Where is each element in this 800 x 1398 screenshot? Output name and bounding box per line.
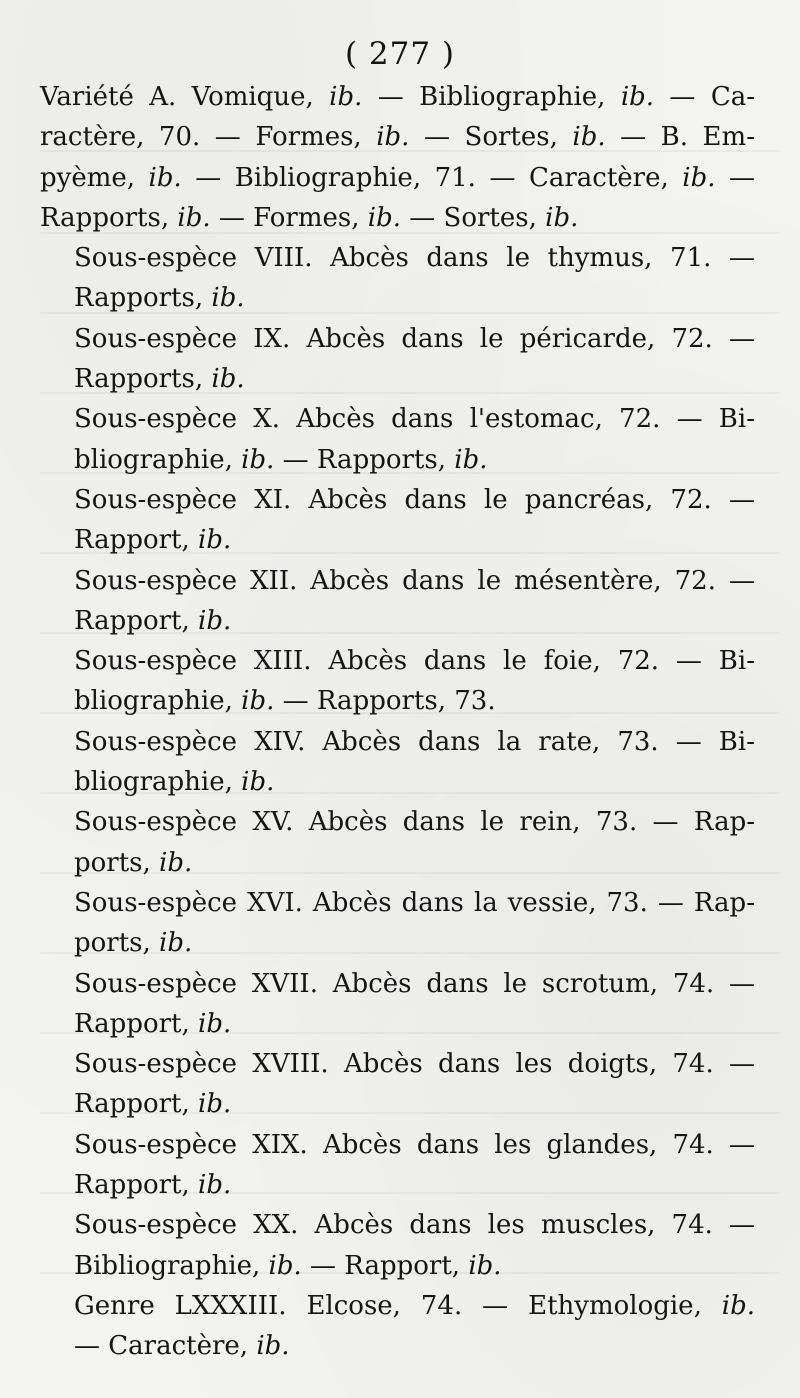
ibidem-abbrev: ib. — [682, 162, 716, 193]
index-entry — [40, 883, 755, 964]
entry-line: Rapport, ib. — [74, 525, 232, 556]
index-entry — [40, 722, 755, 803]
entry-line: Sous-espèce X. Abcès dans l'estomac, 72. — Bi- — [74, 404, 755, 435]
entry-line: Rapport, ib. — [74, 1008, 232, 1039]
entry-line: Sous-espèce XI. Abcès dans le pancréas, 72. — — [74, 484, 755, 515]
ibidem-abbrev: ib. — [241, 444, 275, 475]
ibidem-abbrev: ib. — [177, 202, 211, 233]
index-entry — [40, 1286, 755, 1367]
ibidem-abbrev: ib. — [211, 283, 245, 314]
entry-line: Sous-espèce XIX. Abcès dans les glandes, 74. — — [74, 1129, 755, 1160]
ibidem-abbrev: ib. — [198, 1089, 232, 1120]
entry-line: Rapports, ib. — [74, 364, 245, 395]
ibidem-abbrev: ib. — [721, 1290, 755, 1321]
index-entry — [40, 802, 755, 883]
entry-line: Rapport, ib. — [74, 1089, 232, 1120]
entry-line: Sous-espèce VIII. Abcès dans le thymus, 71. — — [74, 243, 755, 274]
entry-line: Sous-espèce XII. Abcès dans le mésentère, 72. — — [74, 565, 755, 596]
index-entry — [40, 561, 755, 642]
ibidem-abbrev: ib. — [159, 847, 193, 878]
entry-variete-vomique — [40, 77, 755, 238]
entry-line: — Caractère, ib. — [74, 1331, 290, 1362]
ibidem-abbrev: ib. — [198, 605, 232, 636]
entry-line: ports, ib. — [74, 847, 193, 878]
index-entry — [40, 641, 755, 722]
entry-line: Sous-espèce IX. Abcès dans le péricarde, 72. — — [74, 323, 755, 354]
ibidem-abbrev: ib. — [198, 525, 232, 556]
ibidem-abbrev: ib. — [468, 1250, 502, 1281]
index-entry — [40, 1205, 755, 1286]
ibidem-abbrev: ib. — [376, 122, 410, 153]
entry-line: ports, ib. — [74, 928, 193, 959]
entry-line: Sous-espèce XVIII. Abcès dans les doigts, 74. — — [74, 1049, 755, 1080]
entry-line: Sous-espèce XIV. Abcès dans la rate, 73. — Bi- — [74, 726, 755, 757]
entry-line: Rapports, ib. — Formes, ib. — Sortes, ib. — [40, 202, 579, 233]
ibidem-abbrev: ib. — [198, 1008, 232, 1039]
ibidem-abbrev: ib. — [148, 162, 182, 193]
index-entry — [40, 1125, 755, 1206]
ibidem-abbrev: ib. — [211, 364, 245, 395]
index-entry — [40, 319, 755, 400]
ibidem-abbrev: ib. — [241, 767, 275, 798]
index-entry — [40, 480, 755, 561]
ibidem-abbrev: ib. — [198, 1170, 232, 1201]
ibidem-abbrev: ib. — [329, 82, 363, 112]
ibidem-abbrev: ib. — [159, 928, 193, 959]
entry-line: Genre LXXXIII. Elcose, 74. — Ethymologie, ib. — [74, 1290, 755, 1321]
entry-line: Rapport, ib. — [74, 1170, 232, 1201]
entry-line: bliographie, ib. — Rapports, ib. — [74, 444, 488, 475]
ibidem-abbrev: ib. — [545, 202, 579, 233]
entry-line: Sous-espèce XVII. Abcès dans le scrotum, 74. — — [74, 968, 755, 999]
entry-line: Sous-espèce XV. Abcès dans le rein, 73. — Rap- — [74, 807, 755, 838]
ibidem-abbrev: ib. — [268, 1250, 302, 1281]
ibidem-abbrev: ib. — [454, 444, 488, 475]
entry-line: Rapport, ib. — [74, 605, 232, 636]
index-entry — [40, 238, 755, 319]
index-entry — [40, 1044, 755, 1125]
ibidem-abbrev: ib. — [256, 1331, 290, 1362]
entry-line: bliographie, ib. — Rapports, 73. — [74, 686, 496, 717]
entry-line: bliographie, ib. — [74, 767, 275, 798]
page-number: ( 277 ) — [344, 36, 456, 72]
index-text-body — [40, 77, 755, 1367]
entry-line: Sous-espèce XIII. Abcès dans le foie, 72. — Bi- — [74, 646, 755, 677]
entry-line: Sous-espèce XVI. Abcès dans la vessie, 73. — Rap- — [74, 887, 755, 918]
ibidem-abbrev: ib. — [620, 82, 655, 112]
ibidem-abbrev: ib. — [572, 122, 606, 153]
ibidem-abbrev: ib. — [367, 202, 401, 233]
entry-line: Variété A. Vomique, ib. — Bibliographie, ib. — Ca- — [40, 82, 756, 112]
index-entry — [40, 399, 755, 480]
entry-line: Rapports, ib. — [74, 283, 245, 314]
entry-line: Bibliographie, ib. — Rapport, ib. — [74, 1250, 502, 1281]
entry-line: Sous-espèce XX. Abcès dans les muscles, 74. — — [74, 1210, 755, 1241]
ibidem-abbrev: ib. — [241, 686, 275, 717]
entry-line: pyème, ib. — Bibliographie, 71. — Caractère, ib. — — [40, 162, 756, 193]
index-entry — [40, 964, 755, 1045]
entry-line: ractère, 70. — Formes, ib. — Sortes, ib. — B. Em- — [40, 122, 755, 153]
